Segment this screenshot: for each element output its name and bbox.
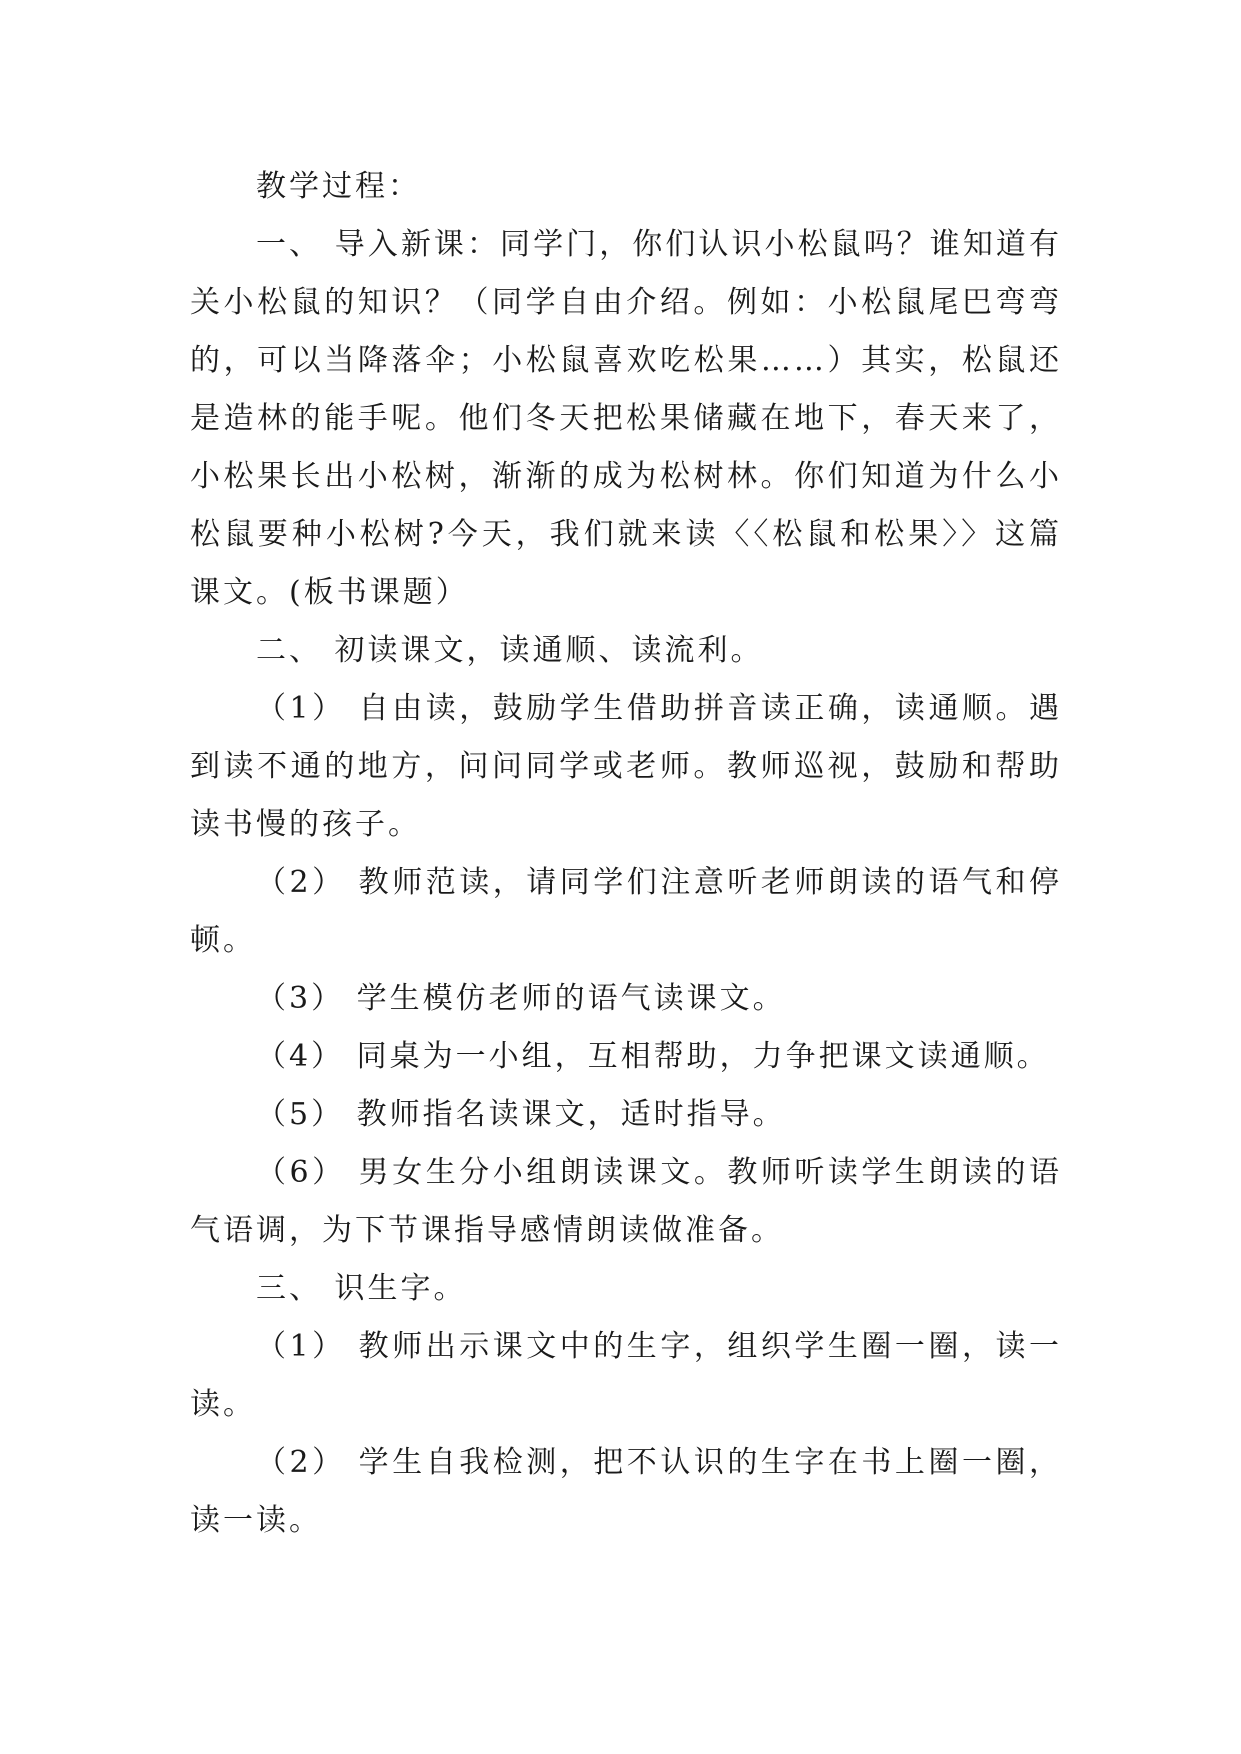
- list-item-characters-1: （1） 教师出示课文中的生字，组织学生圈一圈，读一读。: [190, 1329, 1062, 1422]
- list-item-1: （1） 自由读，鼓励学生借助拼音读正确，读通顺。遇到读不通的地方，问问同学或老师。教师巡视，鼓励和帮助读书慢的孩子。: [190, 691, 1062, 842]
- list-item-5: （5） 教师指名读课文，适时指导。: [256, 1097, 786, 1132]
- list-item-4: （4） 同桌为一小组，互相帮助，力争把课文读通顺。: [256, 1039, 1050, 1074]
- list-item-6: （6） 男女生分小组朗读课文。教师听读学生朗读的语气语调，为下节课指导感情朗读做准备。: [190, 1155, 1062, 1248]
- list-item-2: （2） 教师范读，请同学们注意听老师朗读的语气和停顿。: [190, 865, 1062, 958]
- paragraph-introduction: 一、 导入新课：同学门，你们认识小松鼠吗？谁知道有关小松鼠的知识？（同学自由介绍。例如：小松鼠尾巴弯弯的，可以当降落伞；小松鼠喜欢吃松果……）其实，松鼠还是造林的能手呢。他们冬天把松果储藏在地下，春天来了，小松果长出小松树，渐渐的成为松树林。你们知道为什么小松鼠要种小松树?今天，我们就来读〈〈松鼠和松果〉〉这篇课文。(板书课题）: [190, 227, 1062, 610]
- document-body: [190, 158, 1062, 1550]
- section-heading-first-reading: 二、 初读课文，读通顺、读流利。: [256, 633, 764, 668]
- section-heading-teaching-process: 教学过程：: [256, 169, 421, 204]
- list-item-3: （3） 学生模仿老师的语气读课文。: [256, 981, 786, 1016]
- list-item-characters-2: （2） 学生自我检测，把不认识的生字在书上圈一圈，读一读。: [190, 1445, 1062, 1538]
- section-heading-characters: 三、 识生字。: [256, 1271, 467, 1306]
